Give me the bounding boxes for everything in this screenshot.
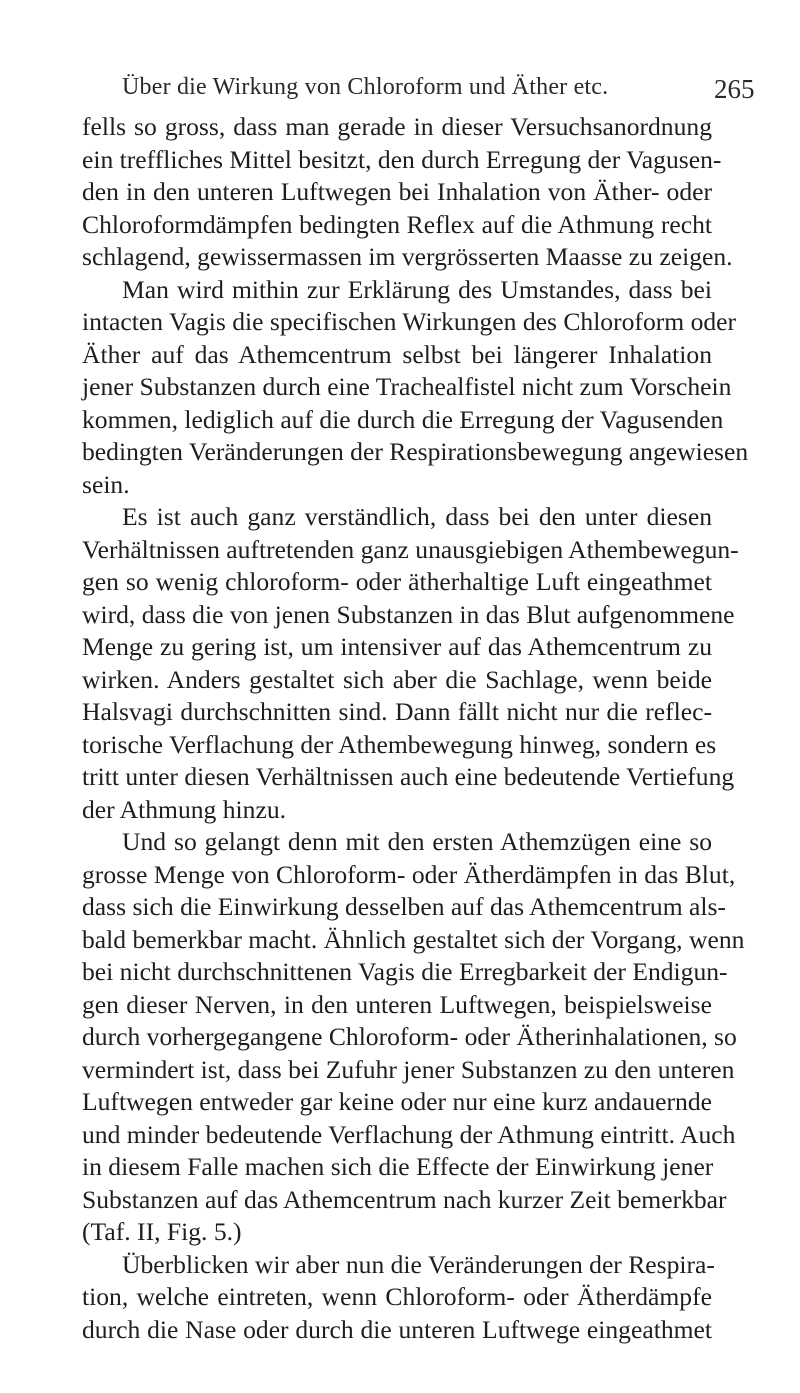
paragraph-first-line: Man wird mithin zur Erklärung des Umstandes, dass bei xyxy=(122,274,712,304)
text-line: durch vorhergegangene Chloroform- oder Ätherinhalationen, so xyxy=(82,1022,737,1051)
text-line: tritt unter diesen Verhältnissen auch eine bedeutende Vertiefung xyxy=(82,762,735,791)
text-line: in diesem Falle machen sich die Effecte der Einwirkung jener xyxy=(82,1152,714,1181)
text-line: durch die Nase oder durch die unteren Luftwege eingeathmet xyxy=(82,1314,712,1344)
text-line: den in den unteren Luftwegen bei Inhalation von Äther- oder xyxy=(82,177,712,206)
text-line: Substanzen auf das Athemcentrum nach kurzer Zeit bemerkbar xyxy=(82,1184,727,1214)
text-line: gen so wenig chloroform- oder ätherhaltige Luft eingeathmet xyxy=(82,567,712,596)
text-line: wird, dass die von jenen Substanzen in das Blut aufgenommene xyxy=(82,599,735,629)
text-line: intacten Vagis die specifischen Wirkungen des Chloroform oder xyxy=(82,307,737,336)
text-line: gen dieser Nerven, in den unteren Luftwegen, beispielsweise xyxy=(82,989,712,1019)
text-line: schlagend, gewissermassen im vergrösserten Maasse zu zeigen. xyxy=(82,242,733,271)
text-line: Menge zu gering ist, um intensiver auf das Athemcentrum zu xyxy=(82,632,712,661)
text-line: bedingten Veränderungen der Respirationsbewegung angewiesen xyxy=(82,437,749,466)
text-line: sein. xyxy=(82,469,130,499)
text-line: dass sich die Einwirkung desselben auf das Athemcentrum als- xyxy=(82,892,726,921)
text-line: grosse Menge von Chloroform- oder Ätherdämpfen in das Blut, xyxy=(82,859,736,889)
paragraph-first-line: Es ist auch ganz verständlich, dass bei den unter diesen xyxy=(122,502,712,531)
page-number: 265 xyxy=(714,74,755,104)
text-line: Chloroformdämpfen bedingten Reflex auf die Athmung recht xyxy=(82,209,712,239)
text-line: fells so gross, dass man gerade in dieser Versuchsanordnung xyxy=(82,112,712,141)
text-line: Verhältnissen auftretenden ganz unausgiebigen Athembewegun- xyxy=(82,534,739,564)
text-line: der Athmung hinzu. xyxy=(82,794,287,824)
text-line: Halsvagi durchschnitten sind. Dann fällt nicht nur die reflec- xyxy=(82,697,712,726)
text-line: (Taf. II, Fig. 5.) xyxy=(82,1217,242,1246)
text-line: tion, welche eintreten, wenn Chloroform- oder Ätherdämpfe xyxy=(82,1282,712,1311)
text-line: jener Substanzen durch eine Trachealfistel nicht zum Vorschein xyxy=(82,372,732,401)
text-line: kommen, lediglich auf die durch die Erregung der Vagusenden xyxy=(82,404,724,434)
text-line: bald bemerkbar macht. Ähnlich gestaltet sich der Vorgang, wenn xyxy=(82,924,745,954)
text-line: ein treffliches Mittel besitzt, den durch Erregung der Vagusen- xyxy=(82,144,722,174)
paragraph-first-line: Und so gelangt denn mit den ersten Athemzügen eine so xyxy=(122,827,712,856)
text-line: Äther auf das Athemcentrum selbst bei längerer Inhalation xyxy=(82,339,712,369)
text-line: bei nicht durchschnittenen Vagis die Erregbarkeit der Endigun- xyxy=(82,957,728,986)
paragraph-first-line: Überblicken wir aber nun die Veränderungen der Respira- xyxy=(122,1249,715,1279)
text-line: und minder bedeutende Verflachung der Athmung eintritt. Auch xyxy=(82,1119,736,1149)
text-line: torische Verflachung der Athembewegung hinweg, sondern es xyxy=(82,729,717,759)
text-line: wirken. Anders gestaltet sich aber die Sachlage, wenn beide xyxy=(82,664,712,694)
text-line: Luftwegen entweder gar keine oder nur eine kurz andauernde xyxy=(82,1087,712,1116)
page-header xyxy=(0,74,800,108)
text-line: vermindert ist, dass bei Zufuhr jener Substanzen zu den unteren xyxy=(82,1054,735,1084)
running-title: Über die Wirkung von Chloroform und Äther etc. xyxy=(122,74,609,100)
